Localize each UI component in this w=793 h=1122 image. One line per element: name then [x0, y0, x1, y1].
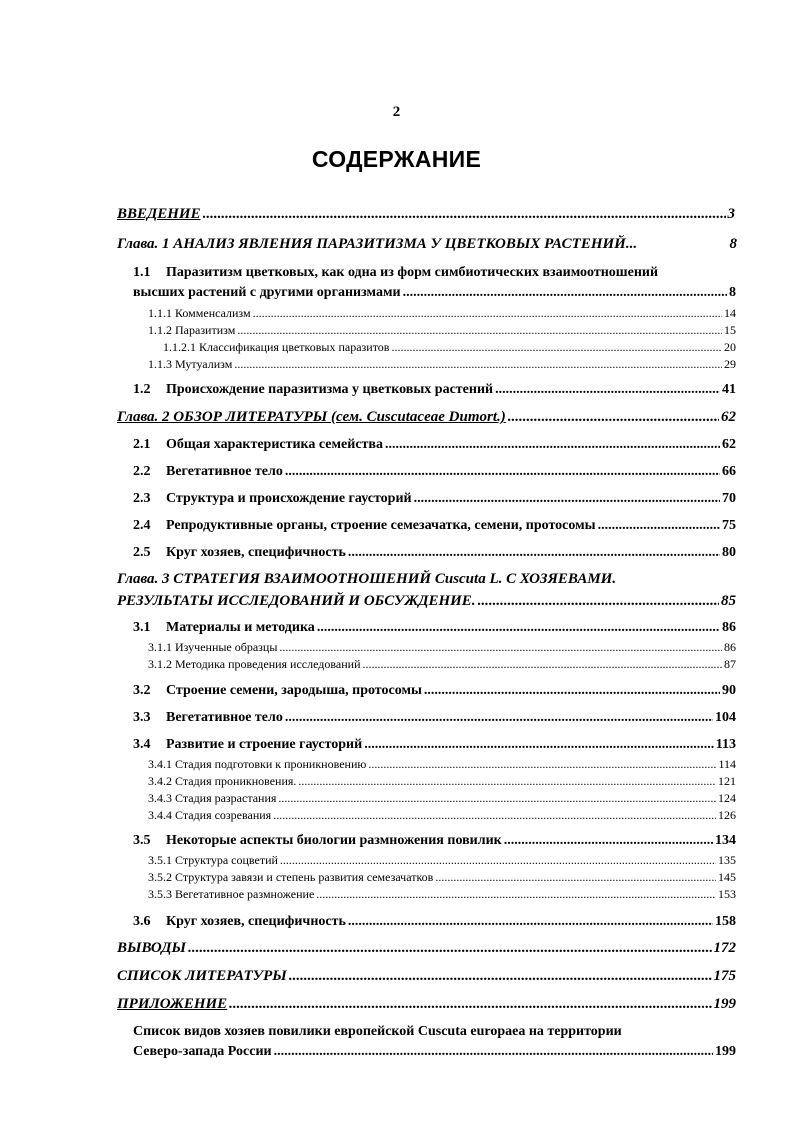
toc-label: Круг хозяев, специфичность — [166, 914, 346, 929]
toc-leader — [348, 914, 713, 930]
toc-entry-section-3-5[interactable] — [133, 833, 736, 849]
toc-page: 86 — [722, 620, 736, 635]
toc-page: 15 — [724, 323, 736, 337]
toc-leader — [414, 491, 720, 507]
toc-label: Глава. 2 ОБЗОР ЛИТЕРАТУРЫ (сем. Cuscutaceae Dumort.) — [117, 409, 506, 425]
toc-label: высших растений с другими организмами — [133, 285, 401, 300]
toc-leader — [273, 808, 716, 823]
toc-page: 199 — [713, 996, 736, 1012]
toc-leader — [237, 323, 722, 338]
toc-label: Список видов хозяев повилики европейской Cuscuta europaea на территории — [133, 1024, 622, 1039]
toc-entry-3-5-1[interactable] — [148, 853, 736, 868]
page-title: СОДЕРЖАНИЕ — [311, 146, 482, 172]
toc-label: Структура и происхождение гаусторий — [166, 491, 412, 506]
toc-page: 199 — [715, 1044, 736, 1059]
toc-page: 175 — [713, 968, 736, 984]
toc-entry-3-4-1[interactable] — [148, 757, 736, 772]
toc-page: 8 — [729, 285, 736, 300]
toc-number: 3.3 — [133, 710, 151, 725]
toc-entry-appendix-item-line2[interactable] — [133, 1044, 736, 1060]
toc-page: 62 — [721, 409, 736, 425]
toc-entry-3-4-4[interactable] — [148, 808, 736, 823]
toc-page: 153 — [718, 887, 736, 901]
page-number: 2 — [392, 104, 401, 120]
toc-leader — [495, 382, 720, 398]
toc-page: 145 — [718, 870, 736, 884]
toc-label: 1.1.3 Мутуализм — [148, 357, 233, 371]
toc-label: Некоторые аспекты биологии размножения повилик — [166, 833, 502, 848]
toc-entry-section-2-3[interactable] — [133, 491, 736, 507]
toc-entry-introduction[interactable] — [117, 206, 735, 223]
toc-number: 1.2 — [133, 382, 151, 397]
toc-page: 85 — [721, 593, 736, 609]
toc-leader — [348, 545, 720, 561]
toc-entry-section-3-3[interactable] — [133, 710, 736, 726]
toc-page: 172 — [713, 940, 736, 956]
toc-label: Происхождение паразитизма у цветковых растений — [166, 382, 494, 397]
toc-leader — [368, 757, 716, 772]
toc-label: Вегетативное тело — [166, 464, 283, 479]
toc-page: 3 — [727, 206, 735, 222]
toc-label: 3.4.2 Стадия проникновения. — [148, 774, 297, 788]
toc-page: 20 — [724, 340, 736, 354]
toc-leader — [391, 340, 722, 355]
toc-label: 3.1.1 Изученные образцы — [148, 640, 278, 654]
toc-leader — [274, 1044, 713, 1060]
toc-label: 3.5.1 Структура соцветий — [148, 853, 278, 867]
toc-entry-section-1-2[interactable] — [133, 382, 736, 398]
toc-entry-chapter-3-line1[interactable] — [117, 571, 616, 588]
toc-label: Материалы и методика — [166, 620, 315, 635]
toc-leader — [278, 791, 716, 806]
toc-page: 124 — [718, 791, 736, 805]
toc-number: 2.3 — [133, 491, 151, 506]
toc-entry-1-1-1[interactable] — [148, 306, 736, 321]
toc-leader — [316, 887, 716, 902]
toc-page: 80 — [722, 545, 736, 560]
toc-label: 3.4.3 Стадия разрастания — [148, 791, 277, 805]
toc-leader — [424, 683, 720, 699]
toc-entry-section-3-2[interactable] — [133, 683, 736, 699]
toc-leader — [229, 996, 711, 1013]
toc-label: Паразитизм цветковых, как одна из форм симбиотических взаимоотношений — [166, 265, 659, 280]
toc-leader — [478, 593, 719, 610]
toc-page: 113 — [715, 737, 736, 752]
toc-leader — [285, 710, 713, 726]
toc-page: 90 — [722, 683, 736, 698]
toc-number: 3.2 — [133, 683, 151, 698]
toc-leader — [363, 657, 723, 672]
toc-page: 87 — [724, 657, 736, 671]
toc-leader — [317, 620, 720, 636]
toc-leader — [385, 437, 720, 453]
toc-label: Глава. 3 СТРАТЕГИЯ ВЗАИМООТНОШЕНИЙ Cuscuta L. С ХОЗЯЕВАМИ. — [117, 571, 617, 587]
toc-leader — [279, 640, 722, 655]
toc-number: 2.1 — [133, 437, 151, 452]
toc-label: Репродуктивные органы, строение семезачатка, семени, протосомы — [166, 518, 596, 533]
toc-label: ВЫВОДЫ — [117, 940, 187, 956]
toc-entry-section-1-1-line2[interactable] — [133, 285, 736, 301]
toc-entry-3-1-1[interactable] — [148, 640, 736, 655]
toc-page: 75 — [722, 518, 736, 533]
toc-number: 2.5 — [133, 545, 151, 560]
toc-number: 1.1 — [133, 265, 151, 280]
toc-page: 86 — [724, 640, 736, 654]
toc-entry-section-2-2[interactable] — [133, 464, 736, 480]
toc-entry-section-2-5[interactable] — [133, 545, 736, 561]
toc-leader — [253, 306, 722, 321]
toc-label: ПРИЛОЖЕНИЕ — [117, 996, 228, 1012]
toc-label: 3.1.2 Методика проведения исследований — [148, 657, 361, 671]
toc-label: Северо-запада России — [133, 1044, 272, 1059]
toc-number: 3.5 — [133, 833, 151, 848]
toc-entry-chapter-1[interactable] — [117, 236, 737, 253]
toc-number: 3.1 — [133, 620, 151, 635]
toc-leader — [508, 409, 719, 426]
toc-entry-conclusions[interactable] — [117, 940, 736, 957]
toc-page: 62 — [722, 437, 736, 452]
toc-page: 114 — [718, 757, 736, 771]
toc-entry-section-1-1-line1[interactable] — [133, 265, 658, 281]
toc-label: СПИСОК ЛИТЕРАТУРЫ — [117, 968, 287, 984]
toc-leader — [504, 833, 713, 849]
toc-page: 29 — [724, 357, 736, 371]
toc-number: 2.4 — [133, 518, 151, 533]
toc-label: РЕЗУЛЬТАТЫ ИССЛЕДОВАНИЙ И ОБСУЖДЕНИЕ. — [117, 593, 476, 609]
toc-leader — [364, 737, 714, 753]
toc-label: 3.4.4 Стадия созревания — [148, 808, 272, 822]
toc-label: Общая характеристика семейства — [166, 437, 383, 452]
toc-entry-3-4-3[interactable] — [148, 791, 736, 806]
toc-label: Глава. 1 АНАЛИЗ ЯВЛЕНИЯ ПАРАЗИТИЗМА У ЦВЕТКОВЫХ РАСТЕНИЙ... — [117, 236, 638, 252]
toc-leader — [289, 968, 712, 985]
toc-entry-section-3-4[interactable] — [133, 737, 736, 753]
toc-entry-3-5-2[interactable] — [148, 870, 736, 885]
toc-entry-references[interactable] — [117, 968, 736, 985]
toc-entry-section-2-4[interactable] — [133, 518, 736, 534]
toc-page: 126 — [718, 808, 736, 822]
toc-entry-appendix[interactable] — [117, 996, 736, 1013]
toc-page: 135 — [718, 853, 736, 867]
toc-entry-chapter-3-line2[interactable] — [117, 593, 736, 610]
toc-label: Развитие и строение гаусторий — [166, 737, 363, 752]
toc-page: 104 — [715, 710, 736, 725]
toc-leader — [280, 853, 716, 868]
toc-entry-3-4-2[interactable] — [148, 774, 736, 789]
toc-leader — [234, 357, 722, 372]
toc-entry-section-3-6[interactable] — [133, 914, 736, 930]
toc-label: Круг хозяев, специфичность — [166, 545, 346, 560]
toc-page: 121 — [718, 774, 736, 788]
toc-label: 3.5.3 Вегетативное размножение — [148, 887, 315, 901]
toc-entry-3-1-2[interactable] — [148, 657, 736, 672]
toc-page: 14 — [724, 306, 736, 320]
toc-number: 3.6 — [133, 914, 151, 929]
toc-entry-chapter-2[interactable] — [117, 409, 736, 426]
toc-leader — [188, 940, 711, 957]
toc-entry-1-1-2[interactable] — [148, 323, 736, 338]
toc-page: 8 — [729, 236, 737, 252]
toc-page: 70 — [722, 491, 736, 506]
toc-label: Строение семени, зародыша, протосомы — [166, 683, 422, 698]
toc-leader — [203, 206, 726, 223]
toc-page: 66 — [722, 464, 736, 479]
toc-page: 41 — [722, 382, 736, 397]
toc-entry-section-3-1[interactable] — [133, 620, 736, 636]
toc-page: 134 — [715, 833, 736, 848]
toc-label: 3.5.2 Структура завязи и степень развития семезачатков — [148, 870, 434, 884]
toc-entry-appendix-item-line1[interactable] — [133, 1024, 622, 1040]
toc-number: 2.2 — [133, 464, 151, 479]
toc-entry-1-1-3[interactable] — [148, 357, 736, 372]
toc-label: 3.4.1 Стадия подготовки к проникновению — [148, 757, 367, 771]
toc-page: 158 — [715, 914, 736, 929]
toc-leader — [298, 774, 716, 789]
toc-leader — [403, 285, 727, 301]
toc-label: Вегетативное тело — [166, 710, 283, 725]
toc-label: 1.1.1 Комменсализм — [148, 306, 251, 320]
toc-leader — [598, 518, 720, 534]
toc-label: 1.1.2 Паразитизм — [148, 323, 236, 337]
toc-leader — [435, 870, 716, 885]
toc-leader — [285, 464, 720, 480]
toc-entry-3-5-3[interactable] — [148, 887, 736, 902]
toc-entry-section-2-1[interactable] — [133, 437, 736, 453]
toc-label: ВВЕДЕНИЕ — [117, 206, 201, 222]
toc-number: 3.4 — [133, 737, 151, 752]
toc-label: 1.1.2.1 Классификация цветковых паразитов — [163, 340, 390, 354]
toc-entry-1-1-2-1[interactable] — [163, 340, 736, 355]
